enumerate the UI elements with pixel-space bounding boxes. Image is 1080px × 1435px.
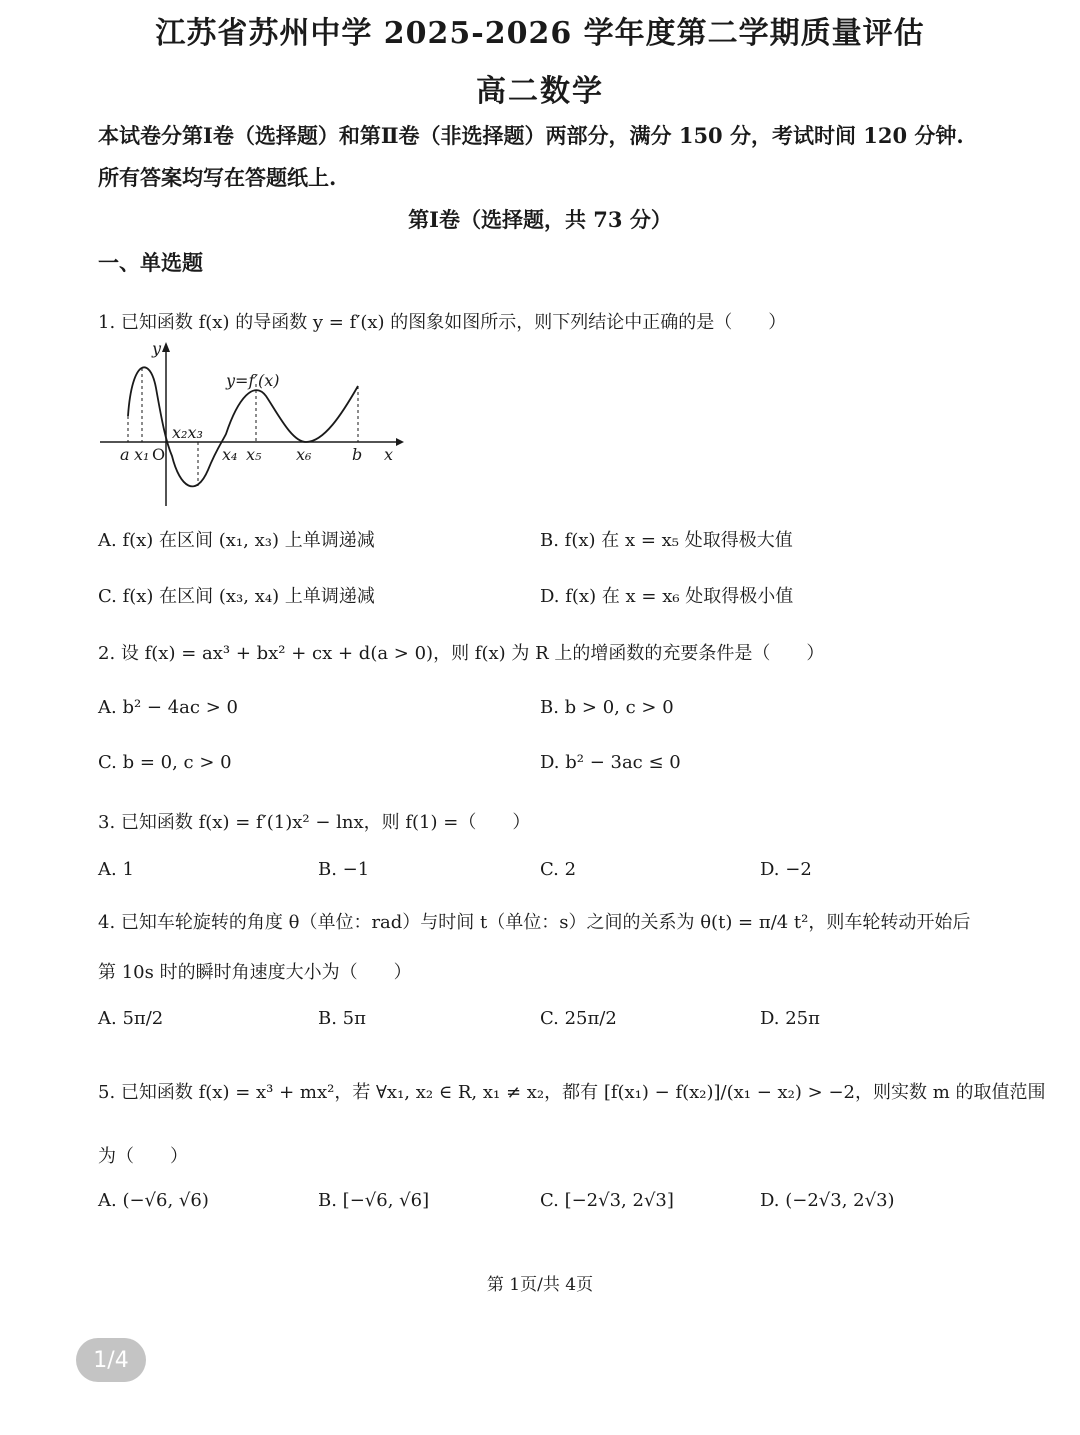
q2-option-d[interactable]: D. b² − 3ac ≤ 0 (540, 752, 681, 773)
exam-subtitle: 高二数学 (476, 74, 604, 109)
x-axis-arrow-icon (396, 438, 404, 446)
q3-option-d[interactable]: D. −2 (760, 859, 812, 880)
derivative-graph (96, 338, 406, 510)
q4-option-b[interactable]: B. 5π (318, 1008, 366, 1029)
q2-option-b[interactable]: B. b > 0, c > 0 (540, 697, 674, 718)
label-a: a (120, 445, 130, 464)
q5-option-d[interactable]: D. (−2√3, 2√3) (760, 1190, 895, 1211)
label-origin: O (152, 445, 166, 464)
label-b: b (352, 445, 363, 464)
y-axis-arrow-icon (162, 342, 170, 352)
question-1-stem: 1. 已知函数 f(x) 的导函数 y = f′(x) 的图象如图所示，则下列结论中正确的是（ ） (98, 312, 787, 333)
q2-option-c[interactable]: C. b = 0, c > 0 (98, 752, 232, 773)
page-indicator[interactable]: 1/4 (76, 1338, 146, 1382)
intro-line-1: 本试卷分第Ⅰ卷（选择题）和第Ⅱ卷（非选择题）两部分，满分 150 分，考试时间 120 分钟. (98, 123, 964, 148)
label-x1: x₁ (134, 445, 150, 464)
q3-option-b[interactable]: B. −1 (318, 859, 370, 880)
page-footer: 第 1页/共 4页 (486, 1275, 594, 1295)
q3-option-c[interactable]: C. 2 (540, 859, 577, 880)
question-5-stem-line-1: 5. 已知函数 f(x) = x³ + mx²，若 ∀x₁, x₂ ∈ R, x₁ ≠ x₂，都有 [f(x₁) − f(x₂)]/(x₁ − x₂) > −2，则实数 m 的取值范围 (98, 1082, 1046, 1103)
q5-option-a[interactable]: A. (−√6, √6) (98, 1190, 209, 1211)
label-x4: x₄ (222, 445, 238, 464)
q1-option-c[interactable]: C. f(x) 在区间 (x₃, x₄) 上单调递减 (98, 586, 375, 607)
label-x: x (384, 445, 394, 464)
section-title: 第Ⅰ卷（选择题，共 73 分） (408, 207, 672, 232)
q1-option-b[interactable]: B. f(x) 在 x = x₅ 处取得极大值 (540, 530, 793, 551)
label-x6: x₆ (296, 445, 312, 464)
q1-option-a[interactable]: A. f(x) 在区间 (x₁, x₃) 上单调递减 (98, 530, 375, 551)
question-3-stem: 3. 已知函数 f(x) = f′(1)x² − lnx，则 f(1) =（ ） (98, 812, 531, 833)
label-x2x3: x₂x₃ (172, 423, 203, 442)
question-5-stem-line-2: 为（ ） (98, 1146, 188, 1167)
exam-title: 江苏省苏州中学 2025-2026 学年度第二学期质量评估 (155, 16, 925, 51)
q2-option-a[interactable]: A. b² − 4ac > 0 (98, 697, 238, 718)
label-curve: y=f′(x) (226, 371, 280, 390)
q5-option-c[interactable]: C. [−2√3, 2√3] (540, 1190, 674, 1211)
q4-option-c[interactable]: C. 25π/2 (540, 1008, 617, 1029)
q4-option-a[interactable]: A. 5π/2 (98, 1008, 164, 1029)
part-heading: 一、单选题 (98, 250, 203, 275)
question-4-stem-line-1: 4. 已知车轮旋转的角度 θ（单位：rad）与时间 t（单位：s）之间的关系为 θ(t) = π/4 t²，则车轮转动开始后 (98, 912, 971, 933)
label-x5: x₅ (246, 445, 262, 464)
q4-option-d[interactable]: D. 25π (760, 1008, 820, 1029)
question-2-stem: 2. 设 f(x) = ax³ + bx² + cx + d(a > 0)，则 f(x) 为 R 上的增函数的充要条件是（ ） (98, 643, 825, 664)
q5-option-b[interactable]: B. [−√6, √6] (318, 1190, 430, 1211)
q3-option-a[interactable]: A. 1 (98, 859, 134, 880)
label-y: y (152, 339, 162, 358)
q1-option-d[interactable]: D. f(x) 在 x = x₆ 处取得极小值 (540, 586, 794, 607)
question-4-stem-line-2: 第 10s 时的瞬时角速度大小为（ ） (98, 962, 412, 983)
intro-line-2: 所有答案均写在答题纸上. (98, 165, 337, 190)
